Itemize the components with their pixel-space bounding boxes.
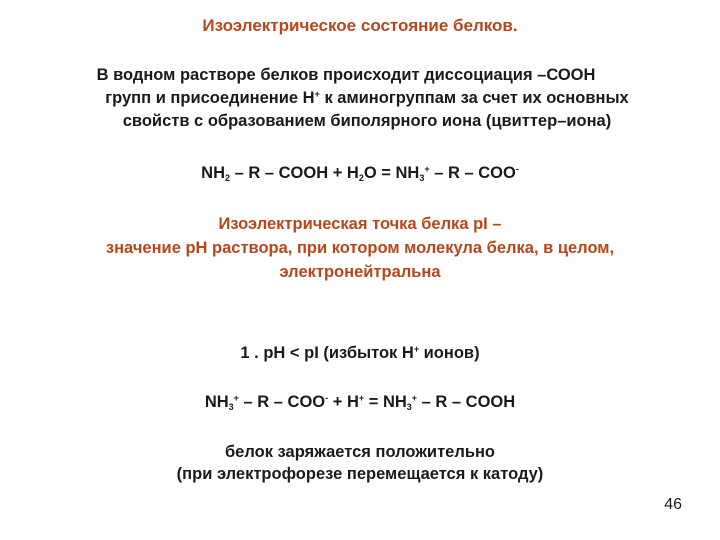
eq2-subscript: 3 xyxy=(406,402,412,412)
eq1-subscript: 2 xyxy=(358,173,364,183)
case1-end: ионов) xyxy=(419,344,480,362)
eq2-part: + H xyxy=(328,393,359,411)
eq1-superscript: - xyxy=(515,164,519,174)
eq2-part: NH xyxy=(204,393,229,411)
eq2-superscript: - xyxy=(325,393,329,403)
intro-line-2 xyxy=(0,88,720,108)
eq1-superscript: + xyxy=(424,164,430,174)
intro-line-3: свойств с образованием биполярного иона (цвиттер–иона) xyxy=(122,112,612,130)
definition-line-1: Изоэлектрическая точка белка pI – xyxy=(218,215,502,233)
definition-line-2: значение рН раствора, при котором молекула белка, в целом, xyxy=(105,239,615,257)
eq1-subscript: 2 xyxy=(225,173,231,183)
eq1-part: – R – COOH + H xyxy=(230,164,359,182)
intro-line-1: В водном растворе белков происходит диссоциация –СООН xyxy=(96,66,596,84)
case1-superscript: + xyxy=(413,344,420,354)
eq2-subscript: 3 xyxy=(228,402,234,412)
eq2-superscript: + xyxy=(233,393,239,403)
intro-line-2-sup: + xyxy=(314,89,320,99)
eq1-subscript: 3 xyxy=(419,173,425,183)
case-ph-less-than-pi xyxy=(0,343,720,363)
eq2-superscript: + xyxy=(358,393,365,403)
definition-line-3: электронейтральна xyxy=(279,263,441,281)
intro-line-2-start: групп и присоединение Н xyxy=(105,89,315,107)
eq1-part: NH xyxy=(201,164,225,182)
eq2-superscript: + xyxy=(411,393,418,403)
eq2-part: – R – COOH xyxy=(417,393,516,411)
eq1-part: O = NH xyxy=(363,164,420,182)
conclusion-line-1: белок заряжается положительно xyxy=(224,443,496,461)
eq1-part: – R – COO xyxy=(429,164,516,182)
equation-protonation xyxy=(0,392,720,412)
slide-title: Изоэлектрическое состояние белков. xyxy=(202,16,518,35)
page-number: 46 xyxy=(664,496,682,513)
case1-start: 1 . рН < pI (избыток Н xyxy=(240,344,414,362)
equation-dissociation xyxy=(0,163,720,183)
intro-line-2-end: к аминогруппам за счет их основных xyxy=(319,89,629,107)
conclusion-line-2: (при электрофорезе перемещается к катоду) xyxy=(176,465,544,483)
eq2-part: = NH xyxy=(364,393,407,411)
eq2-part: – R – COO xyxy=(238,393,326,411)
